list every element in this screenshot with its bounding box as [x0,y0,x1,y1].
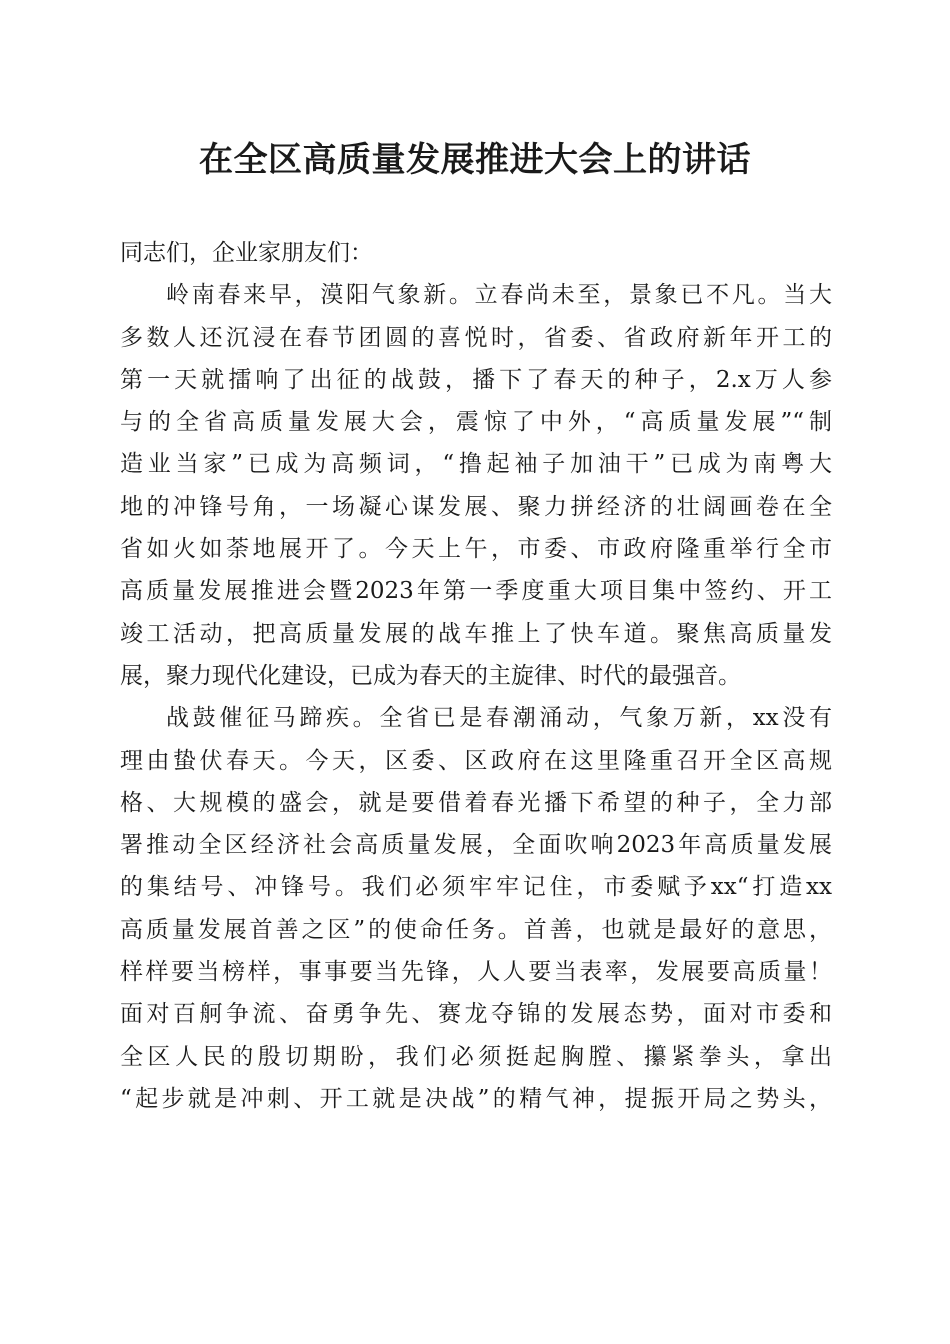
paragraph-2-line-2: 理由蛰伏春天。今天，区委、区政府在这里隆重召开全区高规 [120,747,832,774]
paragraph-1-line-2: 多数人还沉浸在春节团圆的喜悦时，省委、省政府新年开工的 [120,324,832,351]
paragraph-1-line-9: 竣工活动，把高质量发展的战车推上了快车道。聚焦高质量发 [120,620,832,647]
paragraph-2-line-10: “起步就是冲刺、开工就是决战”的精气神，提振开局之势头， [120,1085,832,1112]
paragraph-2-line-5: 的集结号、冲锋号。我们必须牢牢记住，市委赋予xx“打造xx [120,874,832,901]
paragraph-1-line-10: 展，聚力现代化建设，已成为春天的主旋律、时代的最强音。 [120,662,741,689]
paragraph-1-line-6: 地的冲锋号角，一场凝心谋发展、聚力拼经济的壮阔画卷在全 [120,493,832,520]
paragraph-1-line-3: 第一天就擂响了出征的战鼓，播下了春天的种子，2.x万人参 [120,366,832,393]
paragraph-2-line-4: 署推动全区经济社会高质量发展，全面吹响2023年高质量发展 [120,832,832,859]
paragraph-1-line-7: 省如火如荼地展开了。今天上午，市委、市政府隆重举行全市 [120,536,832,563]
paragraph-2-line-6: 高质量发展首善之区”的使命任务。首善，也就是最好的意思， [120,916,832,943]
paragraph-1-line-4: 与的全省高质量发展大会，震惊了中外，“高质量发展”“制 [120,409,832,436]
document-body [120,232,832,1120]
salutation-line: 同志们，企业家朋友们： [120,240,373,266]
paragraph-2-line-7: 样样要当榜样，事事要当先锋，人人要当表率，发展要高质量！ [120,959,832,986]
document-title: 在全区高质量发展推进大会上的讲话 [199,140,751,180]
paragraph-2-line-9: 全区人民的殷切期盼，我们必须挺起胸膛、攥紧拳头，拿出 [120,1043,832,1070]
paragraph-2-line-8: 面对百舸争流、奋勇争先、赛龙夺锦的发展态势，面对市委和 [120,1001,832,1028]
paragraph-1-line-8: 高质量发展推进会暨2023年第一季度重大项目集中签约、开工 [120,578,832,605]
paragraph-2-line-1: 战鼓催征马蹄疾。全省已是春潮涌动，气象万新，xx没有 [166,705,832,732]
paragraph-1-line-5: 造业当家”已成为高频词，“撸起袖子加油干”已成为南粤大 [120,451,832,478]
paragraph-2-line-3: 格、大规模的盛会，就是要借着春光播下希望的种子，全力部 [120,789,832,816]
paragraph-1-line-1: 岭南春来早，漠阳气象新。立春尚未至，景象已不凡。当大 [166,282,832,309]
